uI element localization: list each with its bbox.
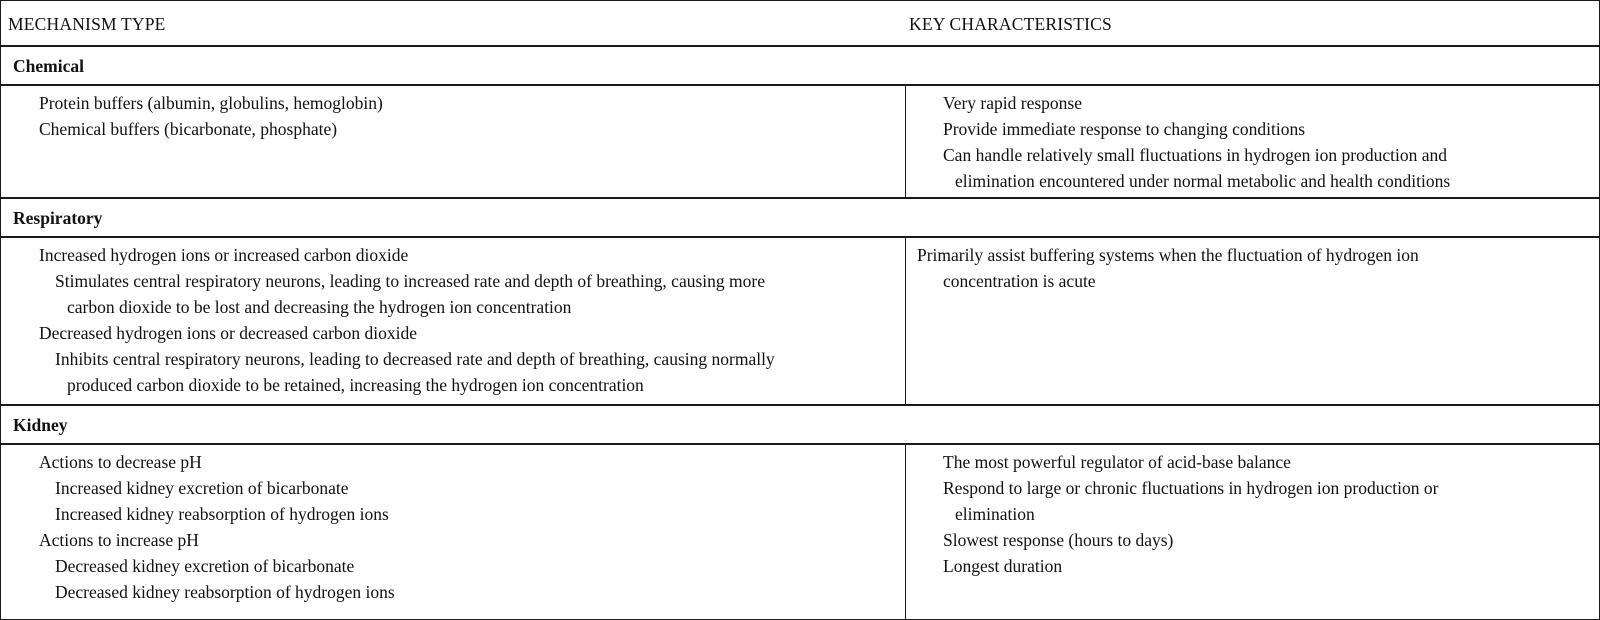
mechanism-cell xyxy=(1,86,906,197)
characteristic-line: concentration is acute xyxy=(943,271,1096,291)
mechanism-cell xyxy=(1,238,906,404)
table-header xyxy=(1,1,1599,47)
characteristic-line: elimination encountered under normal metabolic and health conditions xyxy=(955,171,1451,191)
characteristic-line: Respond to large or chronic fluctuations in hydrogen ion production or xyxy=(943,478,1439,498)
mechanism-line: Protein buffers (albumin, globulins, hemoglobin) xyxy=(39,93,383,113)
mechanism-line: Inhibits central respiratory neurons, leading to decreased rate and depth of breathing, causing normally xyxy=(55,349,775,369)
table-row-chemical xyxy=(1,86,1599,199)
characteristics-cell xyxy=(907,86,1599,197)
mechanism-line: Chemical buffers (bicarbonate, phosphate) xyxy=(39,119,338,139)
group-title: Chemical xyxy=(13,56,84,76)
characteristic-line: Longest duration xyxy=(943,556,1063,576)
characteristic-line: Very rapid response xyxy=(943,93,1082,113)
header-key-characteristics: KEY CHARACTERISTICS xyxy=(909,14,1112,34)
mechanism-line: Decreased hydrogen ions or decreased carbon dioxide xyxy=(39,323,418,343)
characteristic-line: elimination xyxy=(955,504,1035,524)
mechanism-line: Decreased kidney excretion of bicarbonate xyxy=(55,556,355,576)
group-header-respiratory xyxy=(1,199,1599,238)
mechanism-line: Stimulates central respiratory neurons, leading to increased rate and depth of breathing, causing more xyxy=(55,271,765,291)
characteristics-cell xyxy=(907,445,1599,619)
mechanism-line: Actions to increase pH xyxy=(39,530,199,550)
group-header-chemical xyxy=(1,47,1599,86)
group-title: Respiratory xyxy=(13,208,103,228)
mechanism-line: Increased hydrogen ions or increased carbon dioxide xyxy=(39,245,409,265)
mechanism-line: produced carbon dioxide to be retained, increasing the hydrogen ion concentration xyxy=(67,375,644,395)
mechanism-cell xyxy=(1,445,906,619)
table-row-respiratory xyxy=(1,238,1599,406)
mechanism-line: Increased kidney reabsorption of hydrogen ions xyxy=(55,504,389,524)
characteristic-line: Slowest response (hours to days) xyxy=(943,530,1174,550)
characteristic-line: Can handle relatively small fluctuations in hydrogen ion production and xyxy=(943,145,1447,165)
group-title: Kidney xyxy=(13,415,68,435)
group-header-kidney xyxy=(1,406,1599,445)
mechanism-line: Decreased kidney reabsorption of hydrogen ions xyxy=(55,582,395,602)
characteristics-cell xyxy=(907,238,1599,404)
header-mechanism-type: MECHANISM TYPE xyxy=(8,14,166,34)
mechanism-line: Actions to decrease pH xyxy=(39,452,202,472)
characteristic-line: Primarily assist buffering systems when the fluctuation of hydrogen ion xyxy=(917,245,1419,265)
table-row-kidney xyxy=(1,445,1599,619)
characteristic-line: The most powerful regulator of acid-base balance xyxy=(943,452,1291,472)
mechanism-line: Increased kidney excretion of bicarbonate xyxy=(55,478,349,498)
mechanism-line: carbon dioxide to be lost and decreasing the hydrogen ion concentration xyxy=(67,297,572,317)
characteristic-line: Provide immediate response to changing conditions xyxy=(943,119,1306,139)
